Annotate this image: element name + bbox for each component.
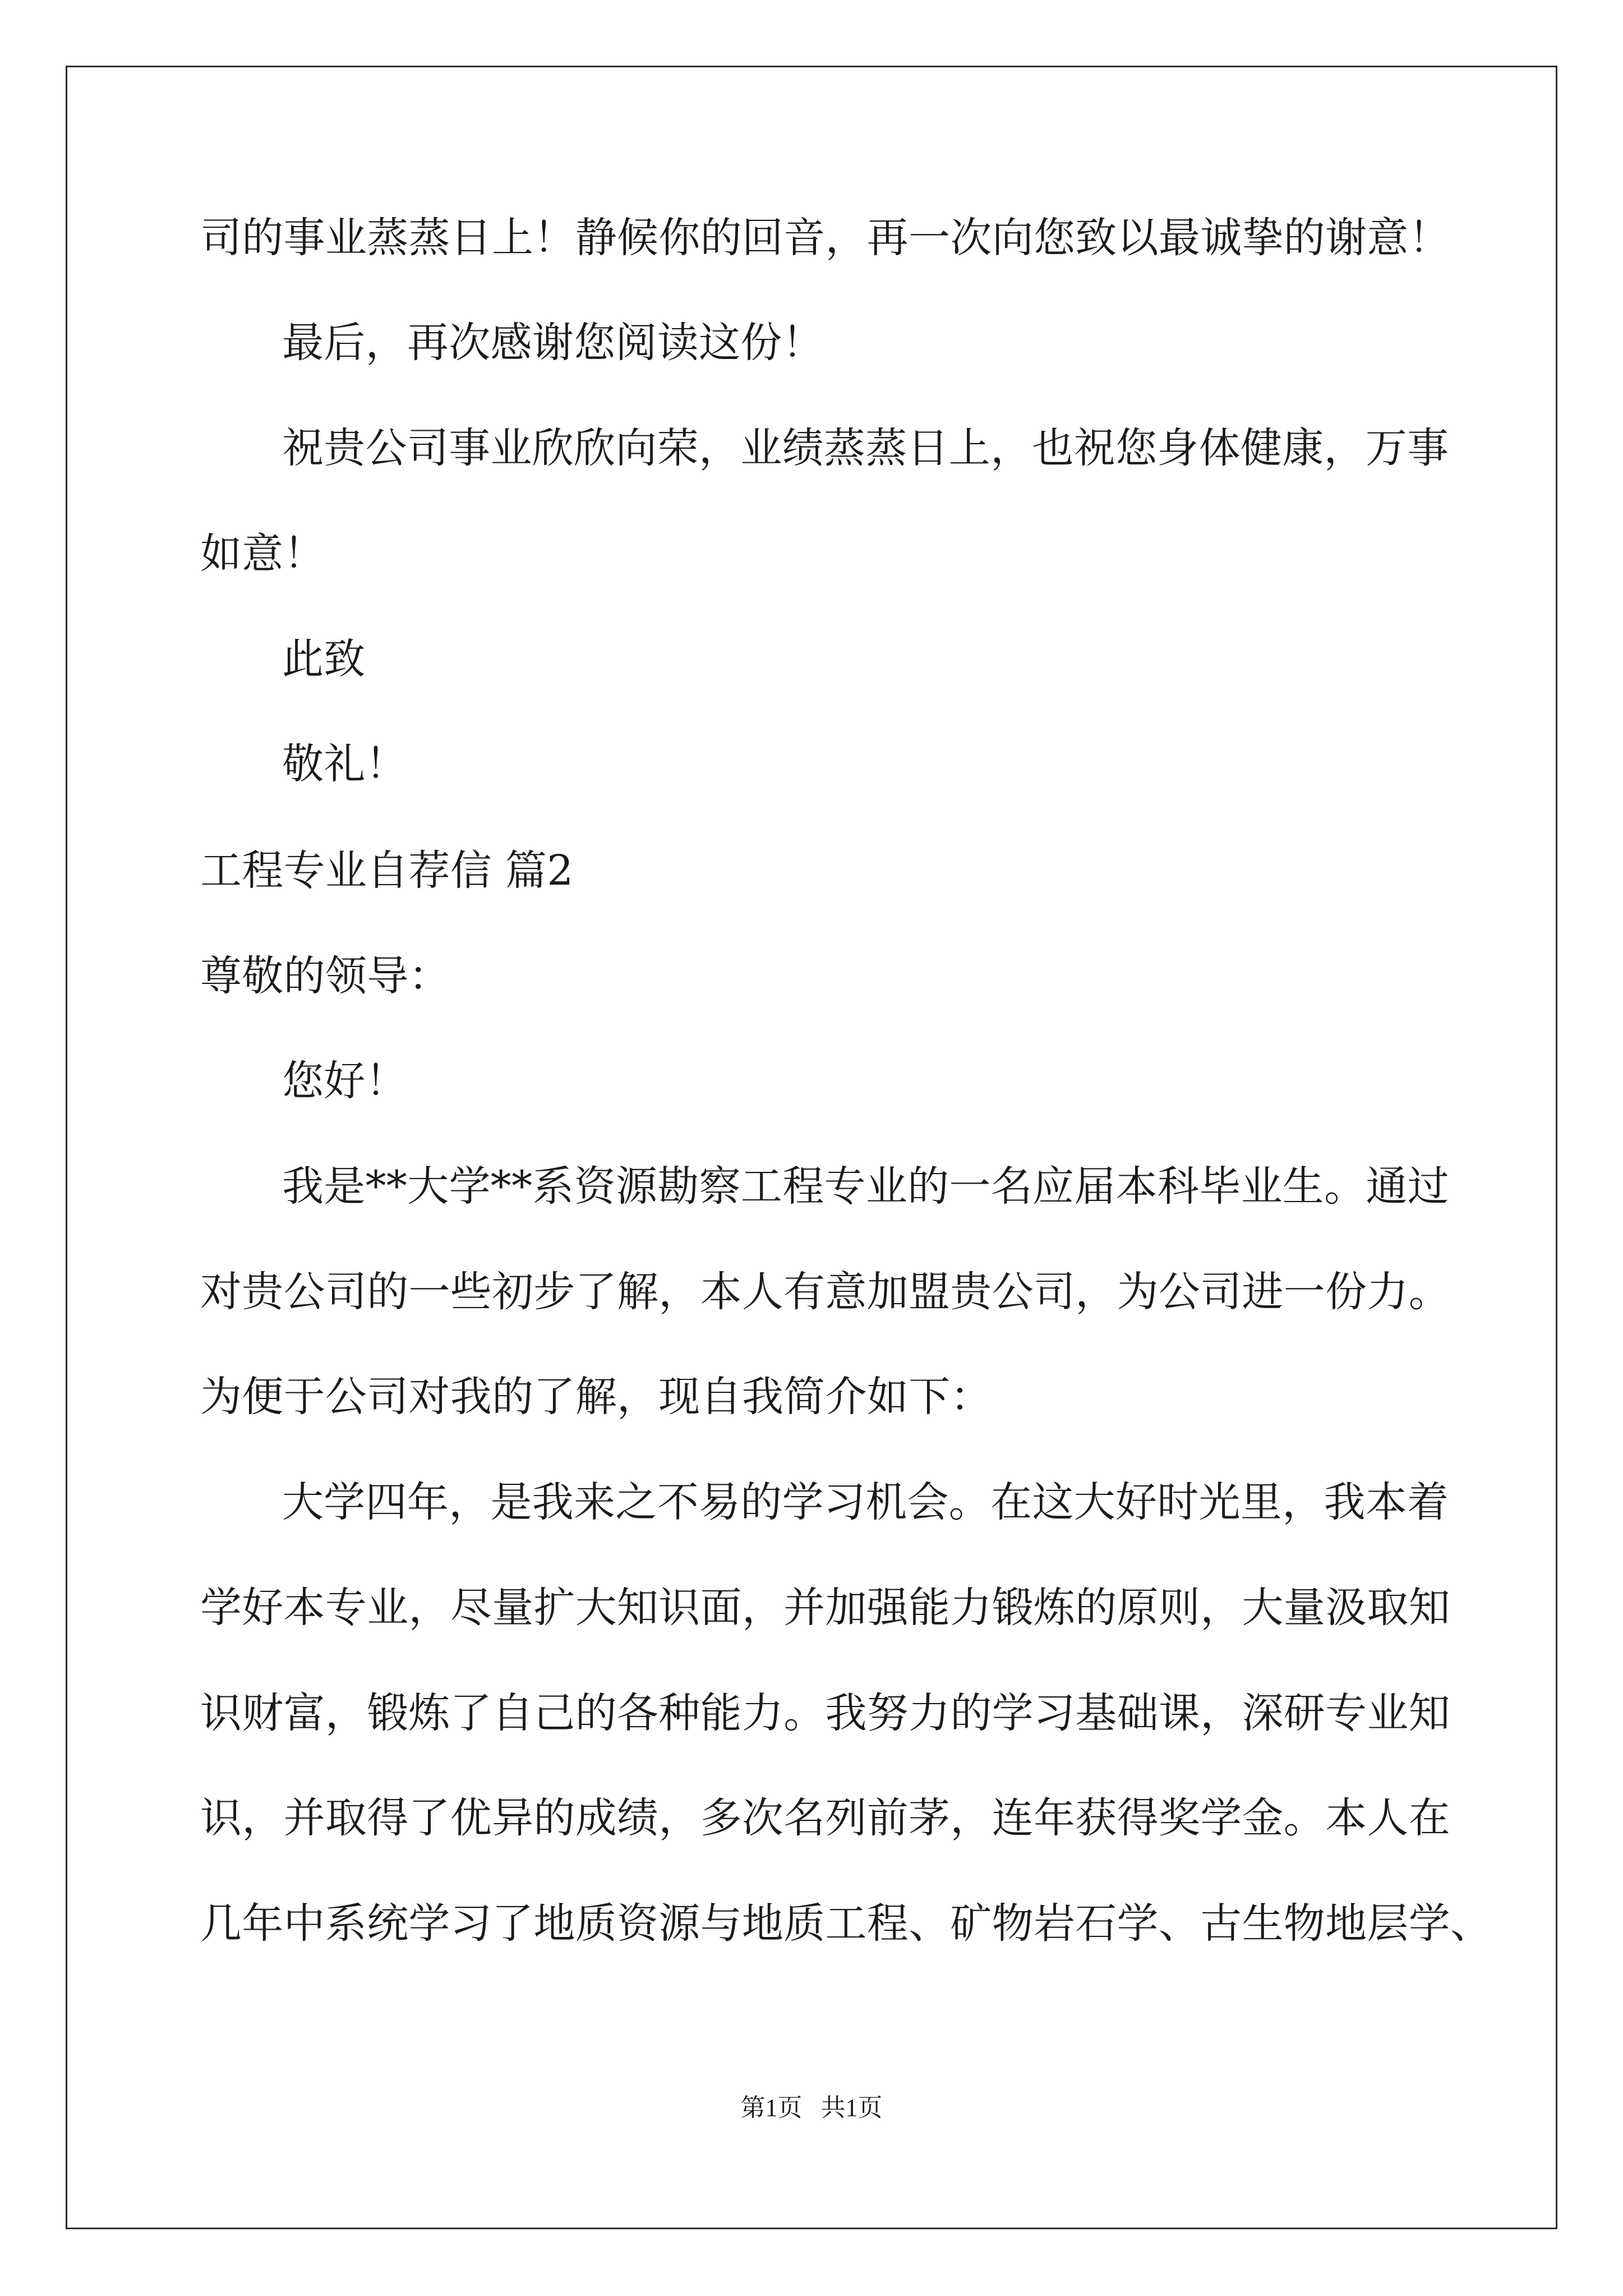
greeting: 您好！ <box>282 1057 407 1105</box>
salutation: 尊敬的领导： <box>200 952 450 1000</box>
page-footer: 第1页 共1页 <box>740 2094 883 2122</box>
text-line: 祝贵公司事业欣欣向荣，业绩蒸蒸日上，也祝您身体健康，万事 <box>282 424 1449 472</box>
text-line: 如意！ <box>200 530 325 578</box>
text-line: 此致 <box>282 635 366 683</box>
text-line: 最后，再次感谢您阅读这份！ <box>282 319 824 367</box>
text-line: 敬礼！ <box>282 740 407 788</box>
text-line: 学好本专业，尽量扩大知识面，并加强能力锻炼的原则，大量汲取知 <box>200 1584 1450 1632</box>
section-heading: 工程专业自荐信 篇2 <box>200 846 574 895</box>
text-line: 司的事业蒸蒸日上！静候你的回音，再一次向您致以最诚挚的谢意！ <box>200 214 1450 262</box>
text-line: 识财富，锻炼了自己的各种能力。我努力的学习基础课，深研专业知 <box>200 1689 1450 1737</box>
text-line: 为便于公司对我的了解，现自我简介如下： <box>200 1373 992 1421</box>
text-line: 大学四年，是我来之不易的学习机会。在这大好时光里，我本着 <box>282 1478 1449 1526</box>
text-line: 我是**大学**系资源勘察工程专业的一名应届本科毕业生。通过 <box>282 1162 1449 1211</box>
text-line: 对贵公司的一些初步了解，本人有意加盟贵公司，为公司进一份力。 <box>200 1268 1450 1316</box>
text-line: 识，并取得了优异的成绩，多次名列前茅，连年获得奖学金。本人在 <box>200 1794 1450 1842</box>
text-line: 几年中系统学习了地质资源与地质工程、矿物岩石学、古生物地层学、 <box>200 1899 1492 1948</box>
